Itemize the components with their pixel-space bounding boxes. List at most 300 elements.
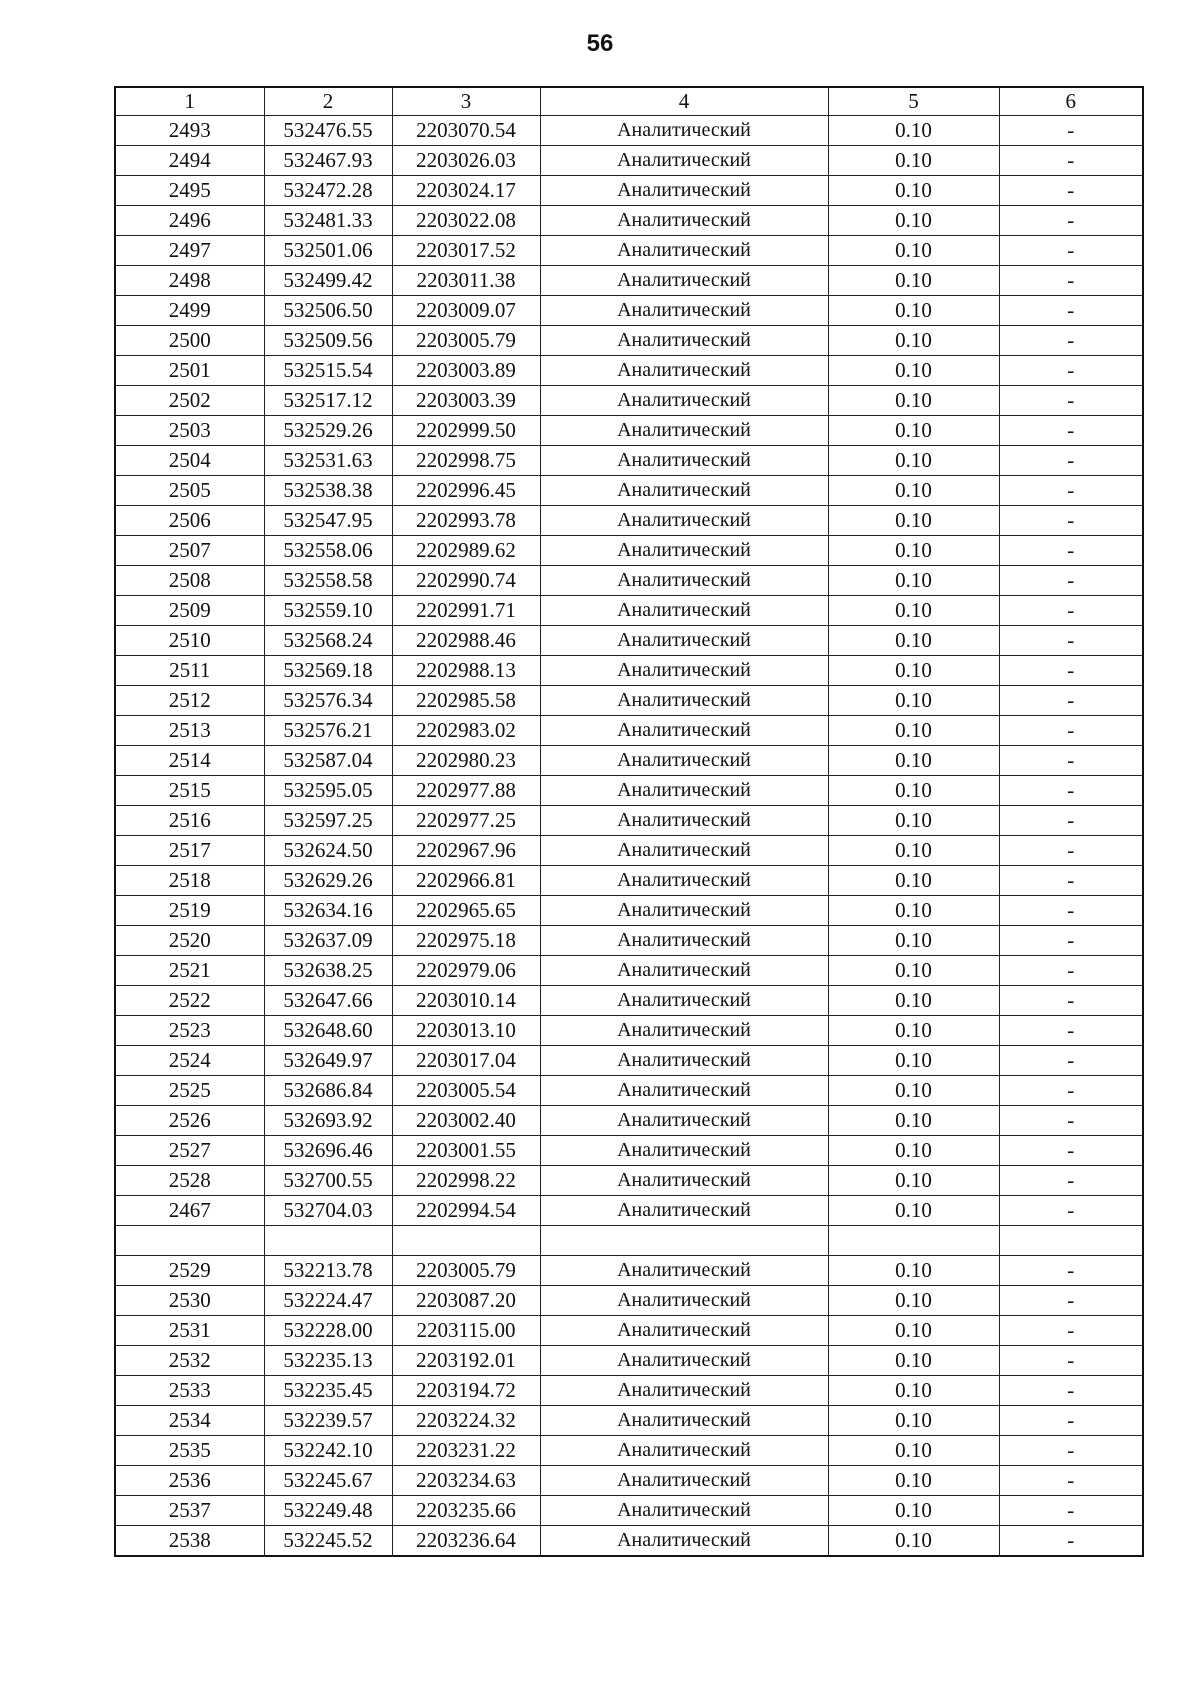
y-coordinate-cell: 2202980.23 [392, 746, 540, 776]
y-coordinate-cell [392, 1226, 540, 1256]
x-coordinate-cell: 532517.12 [264, 386, 392, 416]
point-number-cell: 2509 [115, 596, 264, 626]
point-number-cell: 2537 [115, 1496, 264, 1526]
method-cell [540, 1226, 828, 1256]
point-number-cell: 2522 [115, 986, 264, 1016]
method-cell: Аналитический [540, 686, 828, 716]
accuracy-cell: 0.10 [828, 656, 999, 686]
accuracy-cell: 0.10 [828, 386, 999, 416]
y-coordinate-cell: 2203013.10 [392, 1016, 540, 1046]
point-number-cell: 2511 [115, 656, 264, 686]
x-coordinate-cell: 532696.46 [264, 1136, 392, 1166]
x-coordinate-cell: 532531.63 [264, 446, 392, 476]
method-cell: Аналитический [540, 1436, 828, 1466]
y-coordinate-cell: 2203194.72 [392, 1376, 540, 1406]
table-row [115, 1076, 1143, 1106]
table-row [115, 1016, 1143, 1046]
note-cell: - [999, 116, 1143, 146]
point-number-cell [115, 1226, 264, 1256]
note-cell: - [999, 506, 1143, 536]
x-coordinate-cell: 532700.55 [264, 1166, 392, 1196]
y-coordinate-cell: 2203003.39 [392, 386, 540, 416]
table-row [115, 1046, 1143, 1076]
point-number-cell: 2523 [115, 1016, 264, 1046]
method-cell: Аналитический [540, 446, 828, 476]
note-cell: - [999, 926, 1143, 956]
note-cell: - [999, 776, 1143, 806]
x-coordinate-cell: 532224.47 [264, 1286, 392, 1316]
point-number-cell: 2527 [115, 1136, 264, 1166]
note-cell: - [999, 1196, 1143, 1226]
method-cell: Аналитический [540, 1496, 828, 1526]
accuracy-cell: 0.10 [828, 446, 999, 476]
point-number-cell: 2534 [115, 1406, 264, 1436]
x-coordinate-cell: 532576.21 [264, 716, 392, 746]
y-coordinate-cell: 2202994.54 [392, 1196, 540, 1226]
accuracy-cell: 0.10 [828, 566, 999, 596]
y-coordinate-cell: 2202999.50 [392, 416, 540, 446]
y-coordinate-cell: 2202977.88 [392, 776, 540, 806]
table-body [115, 116, 1143, 1557]
table-row [115, 446, 1143, 476]
column-header: 1 [115, 87, 264, 116]
point-number-cell: 2513 [115, 716, 264, 746]
note-cell: - [999, 566, 1143, 596]
method-cell: Аналитический [540, 356, 828, 386]
x-coordinate-cell: 532624.50 [264, 836, 392, 866]
y-coordinate-cell: 2203001.55 [392, 1136, 540, 1166]
note-cell: - [999, 476, 1143, 506]
x-coordinate-cell: 532467.93 [264, 146, 392, 176]
x-coordinate-cell: 532587.04 [264, 746, 392, 776]
note-cell: - [999, 1466, 1143, 1496]
method-cell: Аналитический [540, 296, 828, 326]
note-cell: - [999, 1436, 1143, 1466]
note-cell: - [999, 236, 1143, 266]
table-row [115, 836, 1143, 866]
table-row [115, 1346, 1143, 1376]
table-row [115, 566, 1143, 596]
x-coordinate-cell: 532235.45 [264, 1376, 392, 1406]
method-cell: Аналитический [540, 1346, 828, 1376]
x-coordinate-cell: 532245.67 [264, 1466, 392, 1496]
x-coordinate-cell: 532242.10 [264, 1436, 392, 1466]
table-row [115, 866, 1143, 896]
y-coordinate-cell: 2203234.63 [392, 1466, 540, 1496]
point-number-cell: 2531 [115, 1316, 264, 1346]
note-cell: - [999, 1076, 1143, 1106]
table-row [115, 716, 1143, 746]
note-cell: - [999, 986, 1143, 1016]
x-coordinate-cell: 532569.18 [264, 656, 392, 686]
table-row [115, 1466, 1143, 1496]
y-coordinate-cell: 2203024.17 [392, 176, 540, 206]
x-coordinate-cell: 532649.97 [264, 1046, 392, 1076]
note-cell: - [999, 1526, 1143, 1557]
x-coordinate-cell: 532515.54 [264, 356, 392, 386]
method-cell: Аналитический [540, 956, 828, 986]
column-header: 6 [999, 87, 1143, 116]
y-coordinate-cell: 2202998.75 [392, 446, 540, 476]
y-coordinate-cell: 2203005.79 [392, 326, 540, 356]
note-cell: - [999, 296, 1143, 326]
accuracy-cell: 0.10 [828, 1136, 999, 1166]
table-row [115, 1106, 1143, 1136]
point-number-cell: 2532 [115, 1346, 264, 1376]
accuracy-cell: 0.10 [828, 806, 999, 836]
y-coordinate-cell: 2203009.07 [392, 296, 540, 326]
table-row [115, 116, 1143, 146]
x-coordinate-cell: 532637.09 [264, 926, 392, 956]
y-coordinate-cell: 2203011.38 [392, 266, 540, 296]
method-cell: Аналитический [540, 1016, 828, 1046]
note-cell: - [999, 746, 1143, 776]
x-coordinate-cell: 532481.33 [264, 206, 392, 236]
x-coordinate-cell: 532249.48 [264, 1496, 392, 1526]
accuracy-cell: 0.10 [828, 626, 999, 656]
table-row [115, 806, 1143, 836]
x-coordinate-cell: 532529.26 [264, 416, 392, 446]
point-number-cell: 2510 [115, 626, 264, 656]
accuracy-cell: 0.10 [828, 356, 999, 386]
note-cell: - [999, 1406, 1143, 1436]
x-coordinate-cell: 532476.55 [264, 116, 392, 146]
accuracy-cell: 0.10 [828, 986, 999, 1016]
x-coordinate-cell: 532239.57 [264, 1406, 392, 1436]
x-coordinate-cell: 532558.06 [264, 536, 392, 566]
table-row [115, 266, 1143, 296]
method-cell: Аналитический [540, 116, 828, 146]
method-cell: Аналитический [540, 386, 828, 416]
table-row [115, 1406, 1143, 1436]
x-coordinate-cell: 532559.10 [264, 596, 392, 626]
point-number-cell: 2518 [115, 866, 264, 896]
method-cell: Аналитический [540, 266, 828, 296]
accuracy-cell: 0.10 [828, 116, 999, 146]
table-row [115, 1496, 1143, 1526]
accuracy-cell: 0.10 [828, 866, 999, 896]
y-coordinate-cell: 2202989.62 [392, 536, 540, 566]
point-number-cell: 2528 [115, 1166, 264, 1196]
point-number-cell: 2505 [115, 476, 264, 506]
table-header-row [115, 87, 1143, 116]
note-cell: - [999, 806, 1143, 836]
x-coordinate-cell: 532509.56 [264, 326, 392, 356]
method-cell: Аналитический [540, 1076, 828, 1106]
note-cell: - [999, 686, 1143, 716]
x-coordinate-cell: 532547.95 [264, 506, 392, 536]
point-number-cell: 2499 [115, 296, 264, 326]
y-coordinate-cell: 2202991.71 [392, 596, 540, 626]
point-number-cell: 2535 [115, 1436, 264, 1466]
note-cell: - [999, 1346, 1143, 1376]
accuracy-cell: 0.10 [828, 266, 999, 296]
method-cell: Аналитический [540, 506, 828, 536]
column-header: 2 [264, 87, 392, 116]
y-coordinate-cell: 2203005.54 [392, 1076, 540, 1106]
table-row [115, 236, 1143, 266]
point-number-cell: 2516 [115, 806, 264, 836]
x-coordinate-cell: 532634.16 [264, 896, 392, 926]
y-coordinate-cell: 2203236.64 [392, 1526, 540, 1557]
note-cell: - [999, 896, 1143, 926]
method-cell: Аналитический [540, 236, 828, 266]
point-number-cell: 2514 [115, 746, 264, 776]
accuracy-cell: 0.10 [828, 1466, 999, 1496]
point-number-cell: 2519 [115, 896, 264, 926]
note-cell: - [999, 1166, 1143, 1196]
x-coordinate-cell: 532595.05 [264, 776, 392, 806]
point-number-cell: 2508 [115, 566, 264, 596]
note-cell: - [999, 656, 1143, 686]
note-cell: - [999, 416, 1143, 446]
y-coordinate-cell: 2202983.02 [392, 716, 540, 746]
y-coordinate-cell: 2203192.01 [392, 1346, 540, 1376]
note-cell: - [999, 1376, 1143, 1406]
table-row [115, 476, 1143, 506]
note-cell: - [999, 596, 1143, 626]
point-number-cell: 2525 [115, 1076, 264, 1106]
table-row [115, 896, 1143, 926]
method-cell: Аналитический [540, 1196, 828, 1226]
x-coordinate-cell: 532568.24 [264, 626, 392, 656]
x-coordinate-cell: 532558.58 [264, 566, 392, 596]
point-number-cell: 2524 [115, 1046, 264, 1076]
table-row [115, 536, 1143, 566]
y-coordinate-cell: 2202966.81 [392, 866, 540, 896]
note-cell: - [999, 1136, 1143, 1166]
y-coordinate-cell: 2203010.14 [392, 986, 540, 1016]
accuracy-cell: 0.10 [828, 1106, 999, 1136]
y-coordinate-cell: 2202967.96 [392, 836, 540, 866]
table-row [115, 656, 1143, 686]
method-cell: Аналитический [540, 1376, 828, 1406]
point-number-cell: 2520 [115, 926, 264, 956]
accuracy-cell: 0.10 [828, 1376, 999, 1406]
accuracy-cell: 0.10 [828, 896, 999, 926]
point-number-cell: 2495 [115, 176, 264, 206]
table-row [115, 416, 1143, 446]
accuracy-cell: 0.10 [828, 836, 999, 866]
table-row [115, 596, 1143, 626]
y-coordinate-cell: 2203002.40 [392, 1106, 540, 1136]
point-number-cell: 2498 [115, 266, 264, 296]
y-coordinate-cell: 2203115.00 [392, 1316, 540, 1346]
accuracy-cell: 0.10 [828, 686, 999, 716]
accuracy-cell: 0.10 [828, 1496, 999, 1526]
method-cell: Аналитический [540, 176, 828, 206]
x-coordinate-cell: 532245.52 [264, 1526, 392, 1557]
table-row [115, 386, 1143, 416]
accuracy-cell: 0.10 [828, 1076, 999, 1106]
note-cell: - [999, 206, 1143, 236]
note-cell: - [999, 956, 1143, 986]
y-coordinate-cell: 2202998.22 [392, 1166, 540, 1196]
table-row [115, 1526, 1143, 1557]
x-coordinate-cell: 532499.42 [264, 266, 392, 296]
point-number-cell: 2530 [115, 1286, 264, 1316]
accuracy-cell: 0.10 [828, 1166, 999, 1196]
accuracy-cell: 0.10 [828, 776, 999, 806]
point-number-cell: 2496 [115, 206, 264, 236]
note-cell: - [999, 1496, 1143, 1526]
x-coordinate-cell: 532228.00 [264, 1316, 392, 1346]
accuracy-cell: 0.10 [828, 296, 999, 326]
x-coordinate-cell: 532648.60 [264, 1016, 392, 1046]
accuracy-cell: 0.10 [828, 476, 999, 506]
accuracy-cell: 0.10 [828, 506, 999, 536]
accuracy-cell: 0.10 [828, 236, 999, 266]
note-cell: - [999, 536, 1143, 566]
accuracy-cell: 0.10 [828, 1526, 999, 1557]
table-row [115, 956, 1143, 986]
method-cell: Аналитический [540, 1316, 828, 1346]
method-cell: Аналитический [540, 476, 828, 506]
accuracy-cell: 0.10 [828, 1016, 999, 1046]
point-number-cell: 2515 [115, 776, 264, 806]
x-coordinate-cell: 532597.25 [264, 806, 392, 836]
table-row [115, 1196, 1143, 1226]
y-coordinate-cell: 2202979.06 [392, 956, 540, 986]
table-row [115, 926, 1143, 956]
table-row [115, 626, 1143, 656]
point-number-cell: 2526 [115, 1106, 264, 1136]
y-coordinate-cell: 2203003.89 [392, 356, 540, 386]
x-coordinate-cell: 532647.66 [264, 986, 392, 1016]
table-row [115, 146, 1143, 176]
x-coordinate-cell: 532686.84 [264, 1076, 392, 1106]
table-row [115, 1376, 1143, 1406]
method-cell: Аналитический [540, 1136, 828, 1166]
column-header: 5 [828, 87, 999, 116]
note-cell: - [999, 326, 1143, 356]
y-coordinate-cell: 2203017.52 [392, 236, 540, 266]
accuracy-cell: 0.10 [828, 1346, 999, 1376]
x-coordinate-cell: 532638.25 [264, 956, 392, 986]
x-coordinate-cell: 532501.06 [264, 236, 392, 266]
y-coordinate-cell: 2203070.54 [392, 116, 540, 146]
note-cell [999, 1226, 1143, 1256]
table-row [115, 1316, 1143, 1346]
x-coordinate-cell: 532629.26 [264, 866, 392, 896]
accuracy-cell: 0.10 [828, 1196, 999, 1226]
note-cell: - [999, 866, 1143, 896]
accuracy-cell: 0.10 [828, 1436, 999, 1466]
point-number-cell: 2507 [115, 536, 264, 566]
method-cell: Аналитический [540, 1166, 828, 1196]
accuracy-cell: 0.10 [828, 146, 999, 176]
x-coordinate-cell: 532576.34 [264, 686, 392, 716]
y-coordinate-cell: 2202975.18 [392, 926, 540, 956]
table-row [115, 776, 1143, 806]
table-row [115, 506, 1143, 536]
table-row [115, 1286, 1143, 1316]
method-cell: Аналитический [540, 1256, 828, 1286]
method-cell: Аналитический [540, 806, 828, 836]
accuracy-cell: 0.10 [828, 1286, 999, 1316]
y-coordinate-cell: 2203235.66 [392, 1496, 540, 1526]
y-coordinate-cell: 2202988.46 [392, 626, 540, 656]
table-row [115, 686, 1143, 716]
note-cell: - [999, 1286, 1143, 1316]
note-cell: - [999, 386, 1143, 416]
method-cell: Аналитический [540, 536, 828, 566]
table-row [115, 296, 1143, 326]
point-number-cell: 2494 [115, 146, 264, 176]
note-cell: - [999, 446, 1143, 476]
method-cell: Аналитический [540, 326, 828, 356]
point-number-cell: 2501 [115, 356, 264, 386]
column-header: 4 [540, 87, 828, 116]
y-coordinate-cell: 2203017.04 [392, 1046, 540, 1076]
table-row [115, 1136, 1143, 1166]
note-cell: - [999, 266, 1143, 296]
y-coordinate-cell: 2203005.79 [392, 1256, 540, 1286]
table-row [115, 1166, 1143, 1196]
method-cell: Аналитический [540, 926, 828, 956]
point-number-cell: 2506 [115, 506, 264, 536]
table-row [115, 986, 1143, 1016]
y-coordinate-cell: 2203022.08 [392, 206, 540, 236]
point-number-cell: 2502 [115, 386, 264, 416]
x-coordinate-cell: 532704.03 [264, 1196, 392, 1226]
x-coordinate-cell: 532213.78 [264, 1256, 392, 1286]
accuracy-cell: 0.10 [828, 956, 999, 986]
accuracy-cell: 0.10 [828, 1316, 999, 1346]
method-cell: Аналитический [540, 866, 828, 896]
column-header: 3 [392, 87, 540, 116]
method-cell: Аналитический [540, 416, 828, 446]
note-cell: - [999, 716, 1143, 746]
y-coordinate-cell: 2202977.25 [392, 806, 540, 836]
x-coordinate-cell [264, 1226, 392, 1256]
coordinates-table [114, 86, 1144, 1557]
method-cell: Аналитический [540, 626, 828, 656]
x-coordinate-cell: 532472.28 [264, 176, 392, 206]
point-number-cell: 2493 [115, 116, 264, 146]
table-row [115, 1256, 1143, 1286]
x-coordinate-cell: 532235.13 [264, 1346, 392, 1376]
y-coordinate-cell: 2202965.65 [392, 896, 540, 926]
note-cell: - [999, 836, 1143, 866]
accuracy-cell: 0.10 [828, 1256, 999, 1286]
accuracy-cell: 0.10 [828, 746, 999, 776]
x-coordinate-cell: 532506.50 [264, 296, 392, 326]
point-number-cell: 2536 [115, 1466, 264, 1496]
point-number-cell: 2467 [115, 1196, 264, 1226]
method-cell: Аналитический [540, 566, 828, 596]
y-coordinate-cell: 2202996.45 [392, 476, 540, 506]
accuracy-cell: 0.10 [828, 716, 999, 746]
method-cell: Аналитический [540, 1406, 828, 1436]
note-cell: - [999, 1016, 1143, 1046]
accuracy-cell: 0.10 [828, 1046, 999, 1076]
accuracy-cell: 0.10 [828, 416, 999, 446]
method-cell: Аналитический [540, 1106, 828, 1136]
y-coordinate-cell: 2202985.58 [392, 686, 540, 716]
table-row [115, 176, 1143, 206]
method-cell: Аналитический [540, 1466, 828, 1496]
y-coordinate-cell: 2202988.13 [392, 656, 540, 686]
method-cell: Аналитический [540, 896, 828, 926]
note-cell: - [999, 1046, 1143, 1076]
accuracy-cell: 0.10 [828, 926, 999, 956]
note-cell: - [999, 1256, 1143, 1286]
note-cell: - [999, 1316, 1143, 1346]
point-number-cell: 2512 [115, 686, 264, 716]
accuracy-cell: 0.10 [828, 176, 999, 206]
y-coordinate-cell: 2203087.20 [392, 1286, 540, 1316]
